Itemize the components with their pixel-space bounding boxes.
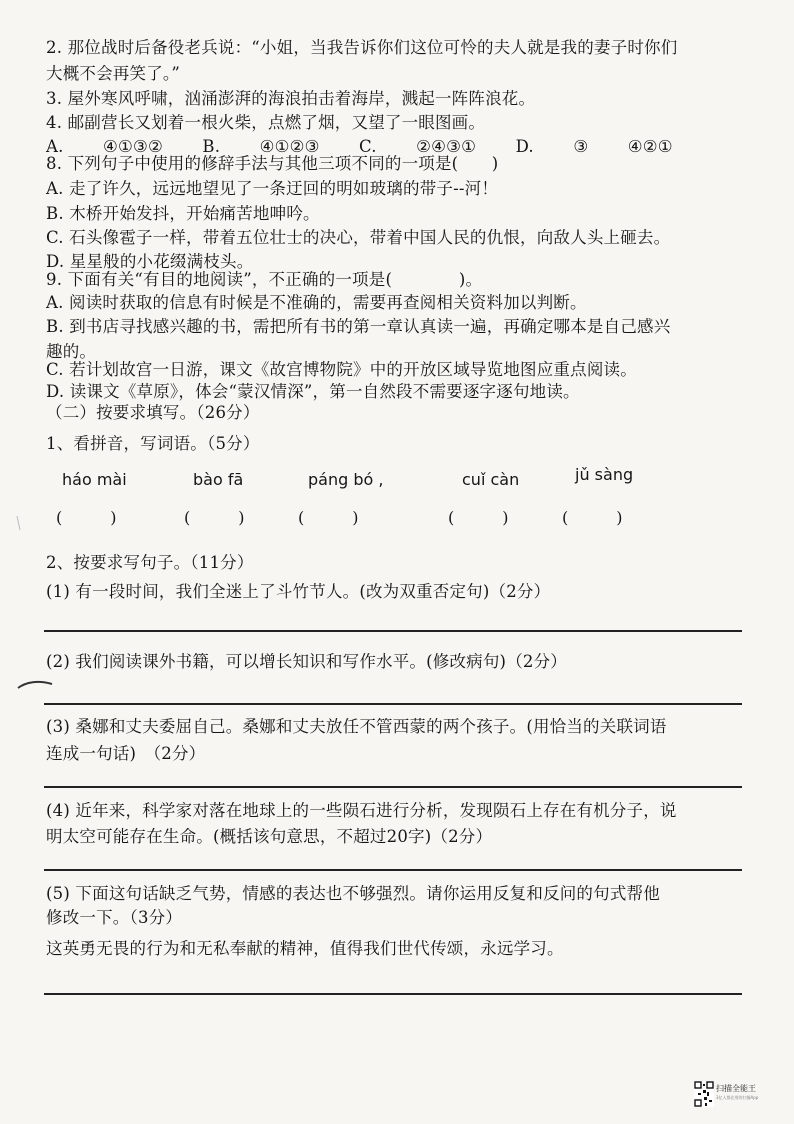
sentence-task-3-line1: (3) 桑娜和丈夫委屈自己。桑娜和丈夫放任不管西蒙的两个孩子。(用恰当的关联词语 (46, 717, 667, 736)
q9-option-c: C. 若计划故宫一日游，课文《故宫博物院》中的开放区域导览地图应重点阅读。 (46, 360, 637, 379)
scanner-brand: 扫描全能王 (716, 1084, 756, 1093)
q9-option-d: D. 读课文《草原》，体会“蒙汉情深”，第一自然段不需要逐字逐句地读。 (46, 382, 580, 401)
blank-1[interactable]: ( ) (56, 508, 117, 527)
task-1-heading: 1、看拼音，写词语。（5分） (46, 434, 260, 453)
scanner-tagline: 3亿人都在用的扫描App (716, 1095, 759, 1100)
blank-3[interactable]: ( ) (298, 508, 359, 527)
sentence-task-2: (2) 我们阅读课外书籍，可以增长知识和写作水平。(修改病句)（2分） (46, 652, 567, 671)
answer-line-3[interactable] (44, 786, 742, 788)
scanner-watermark (694, 1081, 784, 1109)
scan-speck (14, 514, 26, 532)
line-q2-part2: 大概不会再笑了。” (46, 64, 180, 83)
line-q4: 4. 邮副营长又划着一根火柴，点燃了烟，又望了一眼图画。 (46, 113, 486, 132)
pinyin-5: jǔ sàng (575, 465, 634, 484)
pinyin-2: bào fā (193, 470, 244, 489)
pinyin-3: páng bó , (308, 470, 384, 489)
q8-option-a: A. 走了许久，远远地望见了一条迂回的明如玻璃的带子--河！ (46, 179, 499, 198)
q9-option-b-line1: B. 到书店寻找感兴趣的书，需把所有书的第一章认真读一遍，再确定哪本是自己感兴 (46, 317, 671, 336)
answer-line-1[interactable] (44, 630, 742, 632)
sentence-task-4-line1: (4) 近年来，科学家对落在地球上的一些陨石进行分析，发现陨石上存在有机分子，说 (46, 801, 677, 820)
q8-option-d: D. 星星般的小花缀满枝头。 (46, 252, 254, 271)
blank-5[interactable]: ( ) (562, 508, 623, 527)
line-q2-part1: 2. 那位战时后备役老兵说：“小姐，当我告诉你们这位可怜的夫人就是我的妻子时你们 (46, 38, 678, 57)
answer-line-4[interactable] (44, 869, 742, 871)
sentence-task-1: (1) 有一段时间，我们全迷上了斗竹节人。(改为双重否定句)（2分） (46, 582, 551, 601)
q9-option-a: A. 阅读时获取的信息有时候是不准确的，需要再查阅相关资料加以判断。 (46, 293, 587, 312)
pinyin-4: cuǐ càn (462, 470, 520, 489)
qr-code-icon (694, 1081, 714, 1107)
q8-option-c: C. 石头像雹子一样，带着五位壮士的决心，带着中国人民的仇恨，向敌人头上砸去。 (46, 228, 671, 247)
blank-2[interactable]: ( ) (184, 508, 245, 527)
task-2-heading: 2、按要求写句子。（11分） (46, 553, 254, 572)
q8-option-b: B. 木桥开始发抖，开始痛苦地呻吟。 (46, 204, 320, 223)
blank-4[interactable]: ( ) (448, 508, 509, 527)
line-options-order: A. ④①③② B. ④①②③ C. ②④③① D. ③ ④②① (46, 137, 673, 156)
question-9: 9. 下面有关“有目的地阅读”，不正确的一项是( )。 (46, 270, 483, 289)
sentence-task-5-line2: 修改一下。（3分） (46, 908, 183, 927)
answer-line-5[interactable] (44, 993, 742, 995)
q9-option-b-line2: 趣的。 (46, 342, 97, 361)
sentence-task-5-quote: 这英勇无畏的行为和无私奉献的精神，值得我们世代传颂，永远学习。 (46, 939, 564, 958)
question-8: 8. 下列句子中使用的修辞手法与其他三项不同的一项是( ) (46, 154, 499, 173)
sentence-task-3-line2: 连成一句话) （2分） (46, 744, 206, 763)
pinyin-1: háo mài (62, 470, 127, 489)
sentence-task-4-line2: 明太空可能存在生命。(概括该句意思，不超过20字)（2分） (46, 827, 493, 846)
answer-line-2[interactable] (44, 703, 742, 705)
pen-stroke-mark (16, 676, 56, 692)
line-q3: 3. 屋外寒风呼啸，汹涌澎湃的海浪拍击着海岸，溅起一阵阵浪花。 (46, 89, 536, 108)
section-2-heading: （二）按要求填写。（26分） (46, 403, 260, 422)
sentence-task-5-line1: (5) 下面这句话缺乏气势，情感的表达也不够强烈。请你运用反复和反问的句式帮他 (46, 884, 660, 903)
